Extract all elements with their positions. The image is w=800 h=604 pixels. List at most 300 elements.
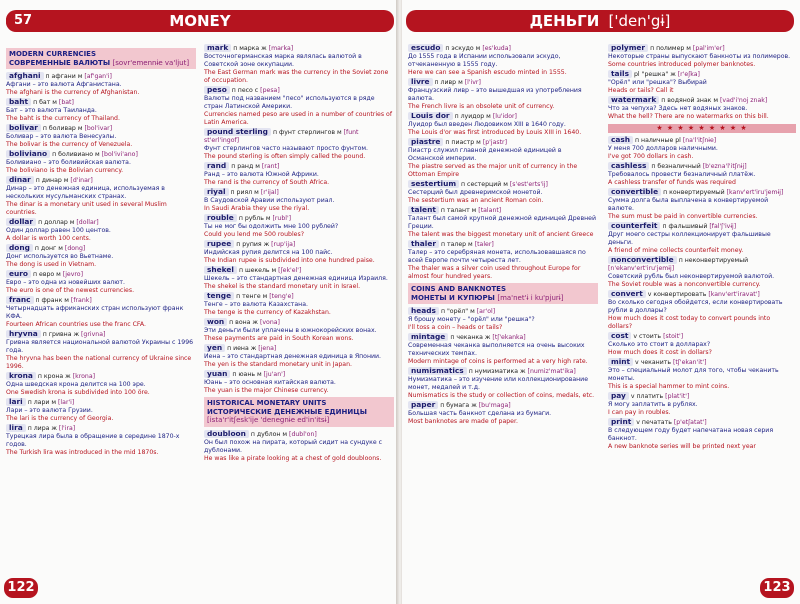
left-page (0, 0, 398, 604)
entry-translation: п песо с (231, 87, 259, 94)
entry-headword: piastre (408, 138, 443, 146)
left-column-1 (6, 46, 196, 458)
entry-head (204, 128, 394, 145)
entry-transcription: [r'eʃka] (677, 71, 700, 78)
entry-head (608, 332, 796, 341)
example-russian: Луидор был введен Людовиком XIII в 1640 году. (408, 121, 566, 128)
entry-translation: п талер м (440, 241, 473, 248)
entry-translation: п риял м (230, 189, 259, 196)
entry-headword: rand (204, 162, 229, 170)
example-russian: Шекель – это стандартная денежная единица Израиля. (204, 275, 388, 282)
entry-transcription: [stoit'] (663, 333, 684, 340)
example-russian: В Саудовской Аравии используют риал. (204, 197, 335, 204)
left-page-title: MONEY (169, 12, 231, 30)
dictionary-entry (6, 372, 196, 397)
example-english: The hryvna has been the national currency of Ukraine since 1996. (6, 355, 192, 370)
entry-headword: bolivar (6, 124, 41, 132)
entry-translation: п "орёл" м (440, 308, 475, 315)
entry-headword: cash (608, 136, 633, 144)
entry-translation: п водяной знак м (661, 97, 719, 104)
dictionary-entry (608, 256, 796, 289)
entry-translation: п тенге м (236, 293, 268, 300)
dictionary-entry (408, 333, 598, 366)
entry-translation: п динар м (35, 177, 69, 184)
entry-transcription: [na'l'itʃnɨe] (682, 137, 717, 144)
entry-transcription: [teng'e] (269, 293, 294, 300)
left-page-number: 122 (4, 578, 38, 598)
dictionary-entry (608, 188, 796, 221)
example-english: The Louis d'or was first introduced by Louis XIII in 1640. (408, 129, 582, 136)
example-english: How much does it cost today to convert pounds into dollars? (608, 315, 771, 330)
entry-headword: boliviano (6, 150, 50, 158)
entry-head (408, 180, 598, 189)
entry-head (204, 292, 394, 301)
example-english: The boliviano is the Bolivian currency. (6, 167, 124, 174)
dictionary-entry (204, 188, 394, 213)
entry-translation: п ливр м (434, 79, 463, 86)
entry-transcription: [bu'maga] (478, 402, 511, 409)
entry-headword: paper (408, 401, 438, 409)
example-russian: Талер – это серебряная монета, использовавшаяся по всей Европе почти четыреста лет. (408, 249, 586, 264)
section-heading (408, 283, 598, 304)
entry-translation: п фунт стерлингов м (272, 129, 342, 136)
entry-translation: п дублон м (250, 430, 288, 438)
entry-headword: rupee (204, 240, 234, 248)
example-english: How much does it cost in dollars? (608, 349, 712, 356)
entry-translation: п бат м (33, 99, 57, 106)
example-english: A cashless transfer of funds was required (608, 179, 736, 186)
section-title-en: COINS AND BANKNOTES (411, 285, 506, 293)
entry-transcription: [bol'ivi'ano] (101, 151, 138, 158)
entry-transcription: [p'jastr] (482, 139, 507, 146)
dictionary-entry (6, 218, 196, 243)
dictionary-entry (408, 180, 598, 205)
example-russian: "Орёл" или "решка"? Выбирай (608, 79, 707, 86)
left-column-2 (204, 44, 394, 464)
dictionary-entry (204, 430, 394, 463)
entry-transcription: [frank] (70, 297, 92, 304)
example-english: These payments are paid in South Korean wons. (204, 335, 354, 342)
example-english: The shekel is the standard monetary unit in Israel. (204, 283, 361, 290)
dictionary-entry (608, 70, 796, 95)
left-page-header (6, 10, 394, 32)
entry-translation: v конвертировать (647, 291, 707, 298)
chapter-badge: 57 (6, 11, 40, 31)
example-english: Heads or tails? Call it (608, 87, 674, 94)
entry-translation: п донг м (34, 245, 63, 252)
entry-headword: talent (408, 206, 439, 214)
example-english: The yuan is the major Chinese currency. (204, 387, 329, 394)
entry-headword: hryvna (6, 330, 41, 338)
entry-translation: п вона ж (229, 319, 258, 326)
example-russian: Друг моего сестры коллекционирует фальшивые деньги. (608, 231, 771, 246)
entry-headword: polymer (608, 44, 648, 52)
dictionary-entry (6, 98, 196, 123)
section-title-ru: ИСТОРИЧЕСКИЕ ДЕНЕЖНЫЕ ЕДИНИЦЫ (207, 407, 367, 416)
entry-transcription: [n'ekanv'ert'iru'jemɨj] (608, 265, 675, 272)
entry-transcription: [ar'ol] (476, 308, 496, 315)
example-russian: Пиастр служил главной денежной единицей в Османской империи. (408, 147, 562, 162)
entry-head (204, 44, 394, 53)
entry-transcription: [kanv'ert'iru'jemɨj] (726, 189, 784, 196)
example-english: A friend of mine collects counterfeit money. (608, 247, 744, 254)
entry-transcription: [taler] (474, 241, 494, 248)
example-russian: Ранд – это валюта Южной Африки. (204, 171, 319, 178)
entry-head (6, 424, 196, 433)
entry-head (204, 370, 394, 379)
entry-headword: won (204, 318, 227, 326)
dictionary-entry (204, 128, 394, 161)
example-english: This is a special hammer to mint coins. (608, 383, 730, 390)
example-russian: Большая часть банкнот сделана из бумаги. (408, 410, 552, 417)
separator-stars: ★ ★ ★ ★ ★ ★ ★ ★ ★ (608, 124, 796, 133)
entry-headword: Louis dor (408, 112, 453, 120)
example-russian: Сколько это стоит в долларах? (608, 341, 711, 348)
example-russian: Он был похож на пирата, который сидит на сундуке с дублонами. (204, 438, 383, 454)
entry-transcription: [marka] (268, 45, 294, 52)
example-russian: Тенге – это валюта Казахстана. (204, 301, 308, 308)
entry-translation: п лира ж (27, 425, 57, 432)
entry-transcription: [l'ira] (58, 425, 76, 432)
entry-head (408, 44, 598, 53)
right-page-number: 123 (760, 578, 794, 598)
entry-translation: п марка ж (233, 45, 267, 52)
right-page-title: ДЕНЬГИ (529, 12, 600, 30)
entry-headword: convert (608, 290, 646, 298)
dictionary-entry (6, 424, 196, 457)
entry-transcription: [krona] (72, 373, 96, 380)
entry-head (608, 222, 796, 231)
example-english: A dollar is worth 100 cents. (6, 235, 91, 242)
dictionary-entry (204, 292, 394, 317)
entry-headword: shekel (204, 266, 237, 274)
dictionary-entry (608, 358, 796, 391)
dictionary-entry (6, 270, 196, 295)
example-russian: Талант был самой крупной денежной единицей Древней Греции. (408, 215, 596, 230)
entry-headword: yen (204, 344, 225, 352)
example-english: The dong is used in Vietnam. (6, 261, 97, 268)
dictionary-entry (608, 44, 796, 69)
entry-head (408, 206, 598, 215)
entry-head (608, 96, 796, 105)
dictionary-entry (6, 124, 196, 149)
entry-head (608, 70, 796, 79)
entry-translation: п безналичный (651, 163, 701, 170)
dictionary-entry (408, 206, 598, 239)
example-english: The talent was the biggest monetary unit of ancient Greece (408, 231, 594, 238)
right-column-1 (408, 44, 598, 427)
dictionary-entry (608, 290, 796, 331)
example-english: Most banknotes are made of paper. (408, 418, 518, 425)
entry-translation: п сестерций м (461, 181, 508, 188)
entry-headword: doubloon (204, 430, 249, 438)
entry-translation: п чеканка ж (450, 334, 491, 341)
example-russian: Боливар – это валюта Венесуэлы. (6, 133, 117, 140)
example-russian: Некоторые страны выпускают банкноты из полимеров. (608, 53, 791, 60)
entry-head (408, 401, 598, 410)
entry-translation: п лари м (27, 399, 57, 406)
entry-headword: afghani (6, 72, 44, 80)
example-english: The bolivar is the currency of Venezuela. (6, 141, 133, 148)
example-english: The tenge is the currency of Kazakhstan. (204, 309, 331, 316)
example-russian: У меня 700 долларов наличными. (608, 145, 718, 152)
example-english: The baht is the currency of Thailand. (6, 115, 120, 122)
example-russian: Одна шведская крона делится на 100 эре. (6, 381, 146, 388)
section-transcription: [sovr'emennɨe va'ljut] (112, 58, 190, 67)
entry-transcription: [dong] (64, 245, 86, 252)
entry-translation: п евро м (33, 271, 61, 278)
example-russian: Во сколько сегодня обойдется, если конвертировать рубли в доллары? (608, 299, 783, 314)
entry-transcription: [l'ivr] (464, 79, 481, 86)
example-english: Numismatics is the study or collection of coins, medals, etc. (408, 392, 595, 399)
entry-headword: baht (6, 98, 31, 106)
entry-headword: mark (204, 44, 231, 52)
entry-transcription: [af'gan'i] (84, 73, 112, 80)
entry-transcription: [fal'ʃ'ivɨj] (709, 223, 737, 230)
example-russian: Ты не мог бы одолжить мне 100 рублей? (204, 223, 339, 230)
right-page (402, 0, 800, 604)
entry-head (608, 392, 796, 401)
entry-headword: mintage (408, 333, 448, 341)
example-english: A new banknote series will be printed next year (608, 443, 756, 450)
entry-transcription: [funt st'erl'ingof] (204, 129, 359, 144)
entry-headword: cost (608, 332, 631, 340)
entry-headword: euro (6, 270, 31, 278)
entry-transcription: [dubl'on] (289, 430, 317, 438)
entry-head (608, 188, 796, 197)
entry-head (204, 86, 394, 95)
entry-headword: tails (608, 70, 632, 78)
entry-head (608, 136, 796, 145)
section-title-ru: СОВРЕМЕННЫЕ ВАЛЮТЫ (9, 58, 111, 67)
entry-translation: п рубль м (238, 215, 271, 222)
entry-headword: counterfeit (608, 222, 660, 230)
example-english: In Saudi Arabia they use the riyal. (204, 205, 310, 212)
entry-head (408, 307, 598, 316)
dictionary-entry (608, 392, 796, 417)
example-russian: Бат – это валюта Таиланда. (6, 107, 97, 114)
entry-translation: п луидор м (454, 113, 491, 120)
dictionary-entry (204, 86, 394, 127)
entry-head (6, 372, 196, 381)
dictionary-entry (408, 44, 598, 77)
right-page-title-ipa: ['den'gɨ] (608, 12, 671, 30)
entry-headword: numismatics (408, 367, 467, 375)
entry-headword: escudo (408, 44, 443, 52)
entry-transcription: [ʃek'el'] (278, 267, 302, 274)
entry-head (608, 162, 796, 171)
entry-headword: livre (408, 78, 433, 86)
example-russian: Турецкая лира была в обращение в середине 1870-х годов. (6, 433, 180, 448)
example-english: The Turkish lira was introduced in the mid 1870s. (6, 449, 159, 456)
entry-head (6, 98, 196, 107)
dictionary-entry (408, 367, 598, 400)
dictionary-entry (408, 401, 598, 426)
example-english: Could you lend me 500 roubles? (204, 231, 304, 238)
example-english: The dinar is a monetary unit used in several Muslim countries. (6, 201, 167, 216)
dictionary-entry (608, 162, 796, 187)
entry-translation: п шекель м (238, 267, 277, 274)
example-russian: Один доллар равен 100 центов. (6, 227, 111, 234)
entry-transcription: [rup'ija] (271, 241, 296, 248)
entry-transcription: [rant] (261, 163, 280, 170)
dictionary-entry (6, 244, 196, 269)
entry-transcription: [ju'an'] (263, 371, 286, 378)
example-english: He was like a pirate looking at a chest of gold doubloons. (204, 454, 382, 462)
entry-transcription: [vad'i'noj znak] (720, 97, 768, 104)
entry-translation: п юань м (232, 371, 262, 378)
entry-headword: nonconvertible (608, 256, 677, 264)
example-russian: Афгани – это валюта Афганистана. (6, 81, 122, 88)
entry-transcription: [tʃ'ekanka] (492, 334, 526, 341)
entry-translation: п эскудо м (445, 45, 481, 52)
example-english: What the hell? There are no watermarks on this bill. (608, 113, 769, 120)
entry-head (408, 78, 598, 87)
entry-headword: print (608, 418, 634, 426)
entry-transcription: [b'ezna'l'itʃnɨj] (702, 163, 747, 170)
example-english: Modern mintage of coins is performed at a very high rate. (408, 358, 588, 365)
entry-head (204, 318, 394, 327)
entry-transcription: [pal'im'er] (692, 45, 725, 52)
entry-head (6, 124, 196, 133)
entry-transcription: [grivna] (81, 331, 106, 338)
entry-head (608, 290, 796, 299)
example-russian: Современная чеканка выполняется на очень высоких технических темпах. (408, 342, 585, 357)
example-russian: До 1555 года в Испании использовали эскудо, отчеканенную в 1555 году. (408, 53, 561, 68)
entry-translation: v стоить (633, 333, 662, 340)
right-column-2 (608, 44, 796, 452)
entry-translation: v чеканить (635, 359, 671, 366)
entry-translation: п фальшивый (662, 223, 708, 230)
entry-transcription: [tʃ'ekan'it'] (672, 359, 707, 366)
entry-head (6, 218, 196, 227)
entry-headword: dong (6, 244, 33, 252)
entry-transcription: [s'est'erts'ij] (509, 181, 548, 188)
example-russian: Иена – это стандартная денежная единица в Японии. (204, 353, 382, 360)
entry-head (608, 256, 796, 273)
entry-headword: lari (6, 398, 26, 406)
entry-headword: tenge (204, 292, 234, 300)
example-russian: Четырнадцать африканских стран используют франк КФА. (6, 305, 184, 320)
entry-translation: п неконвертируемый (678, 257, 749, 264)
example-russian: Динар – это денежная единица, используемая в нескольких мусульманских странах. (6, 185, 165, 200)
example-english: The sum must be paid in convertible currencies. (608, 213, 758, 220)
entry-transcription: [numiz'mat'ika] (527, 368, 576, 375)
example-english: Currencies named peso are used in a number of countries of Latin America. (204, 111, 392, 126)
entry-head (204, 430, 394, 439)
entry-headword: sestertium (408, 180, 459, 188)
entry-headword: peso (204, 86, 230, 94)
example-english: One Swedish krona is subdivided into 100 öre. (6, 389, 150, 396)
example-english: The Indian rupee is subdivided into one hundred paise. (204, 257, 375, 264)
entry-head (6, 176, 196, 185)
entry-headword: pound sterling (204, 128, 271, 136)
entry-translation: п бумага ж (440, 402, 477, 409)
entry-headword: pay (608, 392, 629, 400)
dictionary-entry (408, 138, 598, 179)
entry-head (608, 44, 796, 53)
dictionary-entry (608, 222, 796, 255)
entry-headword: heads (408, 307, 439, 315)
example-english: The lari is the currency of Georgia. (6, 415, 114, 422)
example-english: Here we can see a Spanish escudo minted in 1555. (408, 69, 567, 76)
dictionary-entry (204, 44, 394, 85)
example-russian: Валюты под названием "песо" используются в ряде стран Латинской Америки. (204, 95, 375, 110)
entry-head (204, 162, 394, 171)
dictionary-entry (6, 296, 196, 329)
example-english: Some countries introduced polymer banknotes. (608, 61, 756, 68)
entry-transcription: [plat'it'] (665, 393, 690, 400)
example-english: The afghani is the currency of Afghanistan. (6, 89, 140, 96)
example-russian: Индийская рупия делится на 100 пайс. (204, 249, 333, 256)
example-russian: Восточногерманская марка являлась валютой в Советской зоне оккупации. (204, 53, 362, 68)
dictionary-entry (6, 330, 196, 371)
entry-headword: watermark (608, 96, 659, 104)
dictionary-entry (204, 344, 394, 369)
entry-translation: п иена ж (227, 345, 257, 352)
entry-translation: п гривна ж (42, 331, 80, 338)
entry-translation: п афгани м (45, 73, 83, 80)
entry-translation: п боливиано м (52, 151, 100, 158)
entry-headword: yuan (204, 370, 230, 378)
entry-head (6, 72, 196, 81)
entry-transcription: [jevro] (62, 271, 84, 278)
entry-headword: rouble (204, 214, 237, 222)
example-russian: Требовалось провести безналичный платёж. (608, 171, 756, 178)
example-russian: Советский рубль был неконвертируемой валютой. (608, 273, 775, 280)
example-english: I've got 700 dollars in cash. (608, 153, 694, 160)
entry-translation: п конвертируемый (663, 189, 725, 196)
example-english: I can pay in roubles. (608, 409, 671, 416)
entry-head (204, 214, 394, 223)
example-english: The sestertium was an ancient Roman coin. (408, 197, 544, 204)
dictionary-entry (608, 136, 796, 161)
entry-headword: mint (608, 358, 633, 366)
entry-headword: lira (6, 424, 26, 432)
example-english: Fourteen African countries use the franc CFA. (6, 321, 147, 328)
entry-translation: v платить (630, 393, 664, 400)
example-english: The French livre is an obsolete unit of currency. (408, 103, 555, 110)
example-english: The euro is one of the newest currencies. (6, 287, 135, 294)
entry-headword: convertible (608, 188, 661, 196)
entry-head (408, 240, 598, 249)
entry-transcription: [talant] (478, 207, 502, 214)
dictionary-entry (408, 78, 598, 111)
right-page-header (406, 10, 794, 32)
dictionary-entry (204, 318, 394, 343)
entry-translation: п талант м (440, 207, 477, 214)
example-russian: Что за чепуха? Здесь нет водяных знаков. (608, 105, 748, 112)
entry-head (6, 398, 196, 407)
entry-transcription: [d'inar] (70, 177, 93, 184)
example-russian: Я брошу монету – "орёл" или "решка"? (408, 316, 535, 323)
section-title-en: MODERN CURRENCIES (9, 50, 97, 58)
entry-head (408, 138, 598, 147)
entry-translation: п франк м (35, 297, 69, 304)
example-english: The thaler was a silver coin used throughout Europe for almost four hundred years. (408, 265, 581, 280)
entry-head (204, 266, 394, 275)
example-russian: Юань – это основная китайская валюта. (204, 379, 336, 386)
example-english: The Soviet rouble was a nonconvertible currency. (608, 281, 761, 288)
example-english: The pound sterling is often simply called the pound. (204, 153, 366, 160)
example-russian: Лари – это валюта Грузии. (6, 407, 93, 414)
entry-headword: krona (6, 372, 36, 380)
entry-transcription: [rubl'] (272, 215, 292, 222)
entry-translation: п наличные pl (635, 137, 681, 144)
example-russian: Французский ливр – это вышедшая из употребления валюта. (408, 87, 582, 102)
entry-transcription: [es'kuda] (482, 45, 511, 52)
dictionary-entry (408, 307, 598, 332)
